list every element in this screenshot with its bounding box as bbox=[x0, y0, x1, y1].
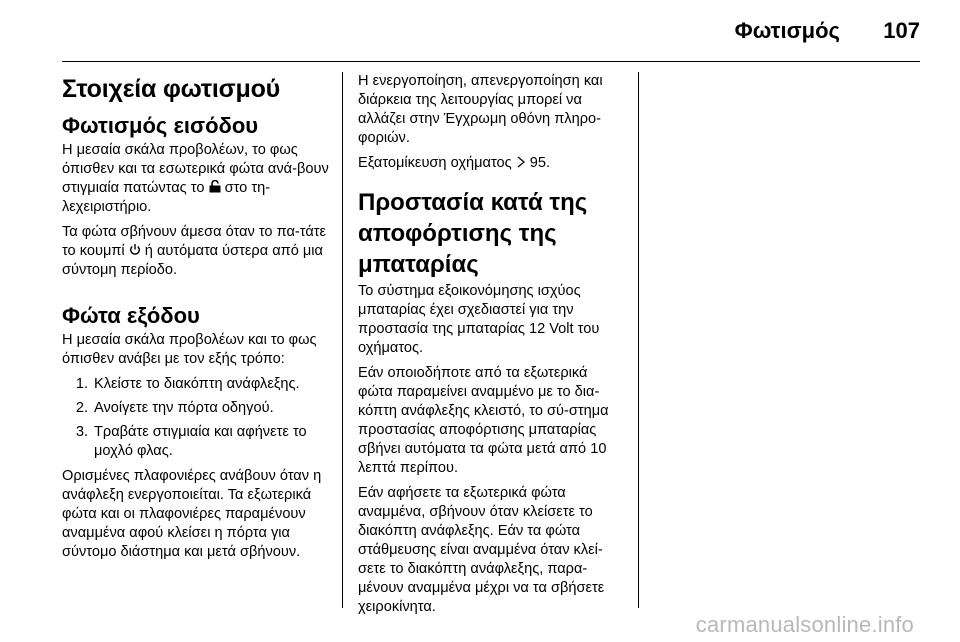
header-divider bbox=[62, 61, 920, 62]
entry-lighting-paragraph-2 bbox=[62, 223, 334, 280]
column-divider-left bbox=[342, 72, 343, 608]
header-title: Φωτισμός bbox=[734, 18, 840, 43]
section-title: Στοιχεία φωτισμού bbox=[62, 75, 280, 103]
battery-protection-heading: Προστασία κατά της αποφόρτισης της μπαταρίας bbox=[358, 189, 588, 278]
battery-paragraph-2: Εάν οποιοδήποτε από τα εξωτερικά φώτα παραμείνει αναμμένο με το δια-κόπτη ανάφλεξης κλειστό, το σύ-στημα προστασίας αποφόρτισης μπαταρίας σβήνει αυτόματα τα φώτα μετά από 10 λεπτά περίπου. bbox=[358, 365, 609, 476]
list-item bbox=[62, 423, 334, 461]
right-column bbox=[358, 72, 626, 623]
watermark: carmanualsonline.info bbox=[695, 612, 914, 637]
step-number: 3. bbox=[75, 424, 88, 440]
vehicle-personalization-reference bbox=[358, 154, 626, 173]
battery-paragraph-3: Εάν αφήσετε τα εξωτερικά φώτα αναμμένα, σβήνουν όταν κλείσετε το διακόπτη ανάφλεξης. Εάν τα φώτα στάθμευσης είναι αναμμένα όταν κλεί-σετε το διακόπτη ανάφλεξης, παρα-μένουν αναμμένα μέχρι να τα σβήσετε χειροκίνητα. bbox=[358, 485, 605, 615]
battery-paragraph-1: Το σύστημα εξοικονόμησης ισχύος μπαταρίας έχει σχεδιαστεί για την προστασία της μπαταρίας 12 Volt του οχήματος. bbox=[358, 283, 600, 356]
column-divider-right bbox=[638, 72, 639, 608]
step-number: 2. bbox=[75, 400, 88, 416]
reference-page: 95. bbox=[529, 155, 551, 171]
exit-lighting-outro: Ορισμένες πλαφονιέρες ανάβουν όταν η ανάφλεξη ενεργοποιείται. Τα εξωτερικά φώτα και οι πλαφονιέρες παραμένουν αναμμένα αφού κλείσει η πόρτα για σύντομο διάστημα και μετά σβήνουν. bbox=[62, 468, 322, 560]
list-item bbox=[62, 399, 334, 418]
left-column bbox=[62, 72, 334, 568]
entry-p2-text-b: ή αυτόματα ύστερα από μια σύντομη περίοδο. bbox=[62, 243, 323, 278]
entry-lighting-heading: Φωτισμός εισόδου bbox=[62, 113, 259, 138]
step-number: 1. bbox=[75, 376, 88, 392]
page-header bbox=[0, 0, 960, 62]
entry-lighting-paragraph-1 bbox=[62, 141, 334, 217]
reference-text: Εξατομίκευση οχήματος bbox=[358, 155, 512, 171]
settings-paragraph: Η ενεργοποίηση, απενεργοποίηση και διάρκεια της λειτουργίας μπορεί να αλλάζει στην Έγχρωμη οθόνη πληρο-φοριών. bbox=[358, 73, 603, 146]
exit-steps-list bbox=[62, 375, 334, 461]
exit-lighting-heading: Φώτα εξόδου bbox=[62, 303, 200, 328]
list-item bbox=[62, 375, 334, 394]
entry-p1-text-b: στο τη-λεχειριστήριο. bbox=[62, 180, 271, 215]
step-text: Ανοίγετε την πόρτα οδηγού. bbox=[94, 400, 274, 416]
entry-p1-text-a: Η μεσαία σκάλα προβολέων, το φως όπισθεν και τα εσωτερικά φώτα ανά-βουν στιγμιαία πατώντας το bbox=[62, 142, 329, 196]
page-number: 107 bbox=[883, 18, 920, 43]
arrow-right-icon bbox=[516, 156, 526, 168]
entry-p2-text-a: Τα φώτα σβήνουν άμεσα όταν το πα-τάτε το κουμπί bbox=[62, 224, 327, 259]
unlock-icon bbox=[209, 180, 221, 193]
step-text: Κλείστε το διακόπτη ανάφλεξης. bbox=[94, 376, 300, 392]
step-text: Τραβάτε στιγμιαία και αφήνετε το μοχλό φλας. bbox=[94, 424, 307, 459]
power-icon bbox=[129, 243, 141, 256]
exit-lighting-intro: Η μεσαία σκάλα προβολέων και το φως όπισθεν ανάβει με τον εξής τρόπο: bbox=[62, 332, 317, 367]
